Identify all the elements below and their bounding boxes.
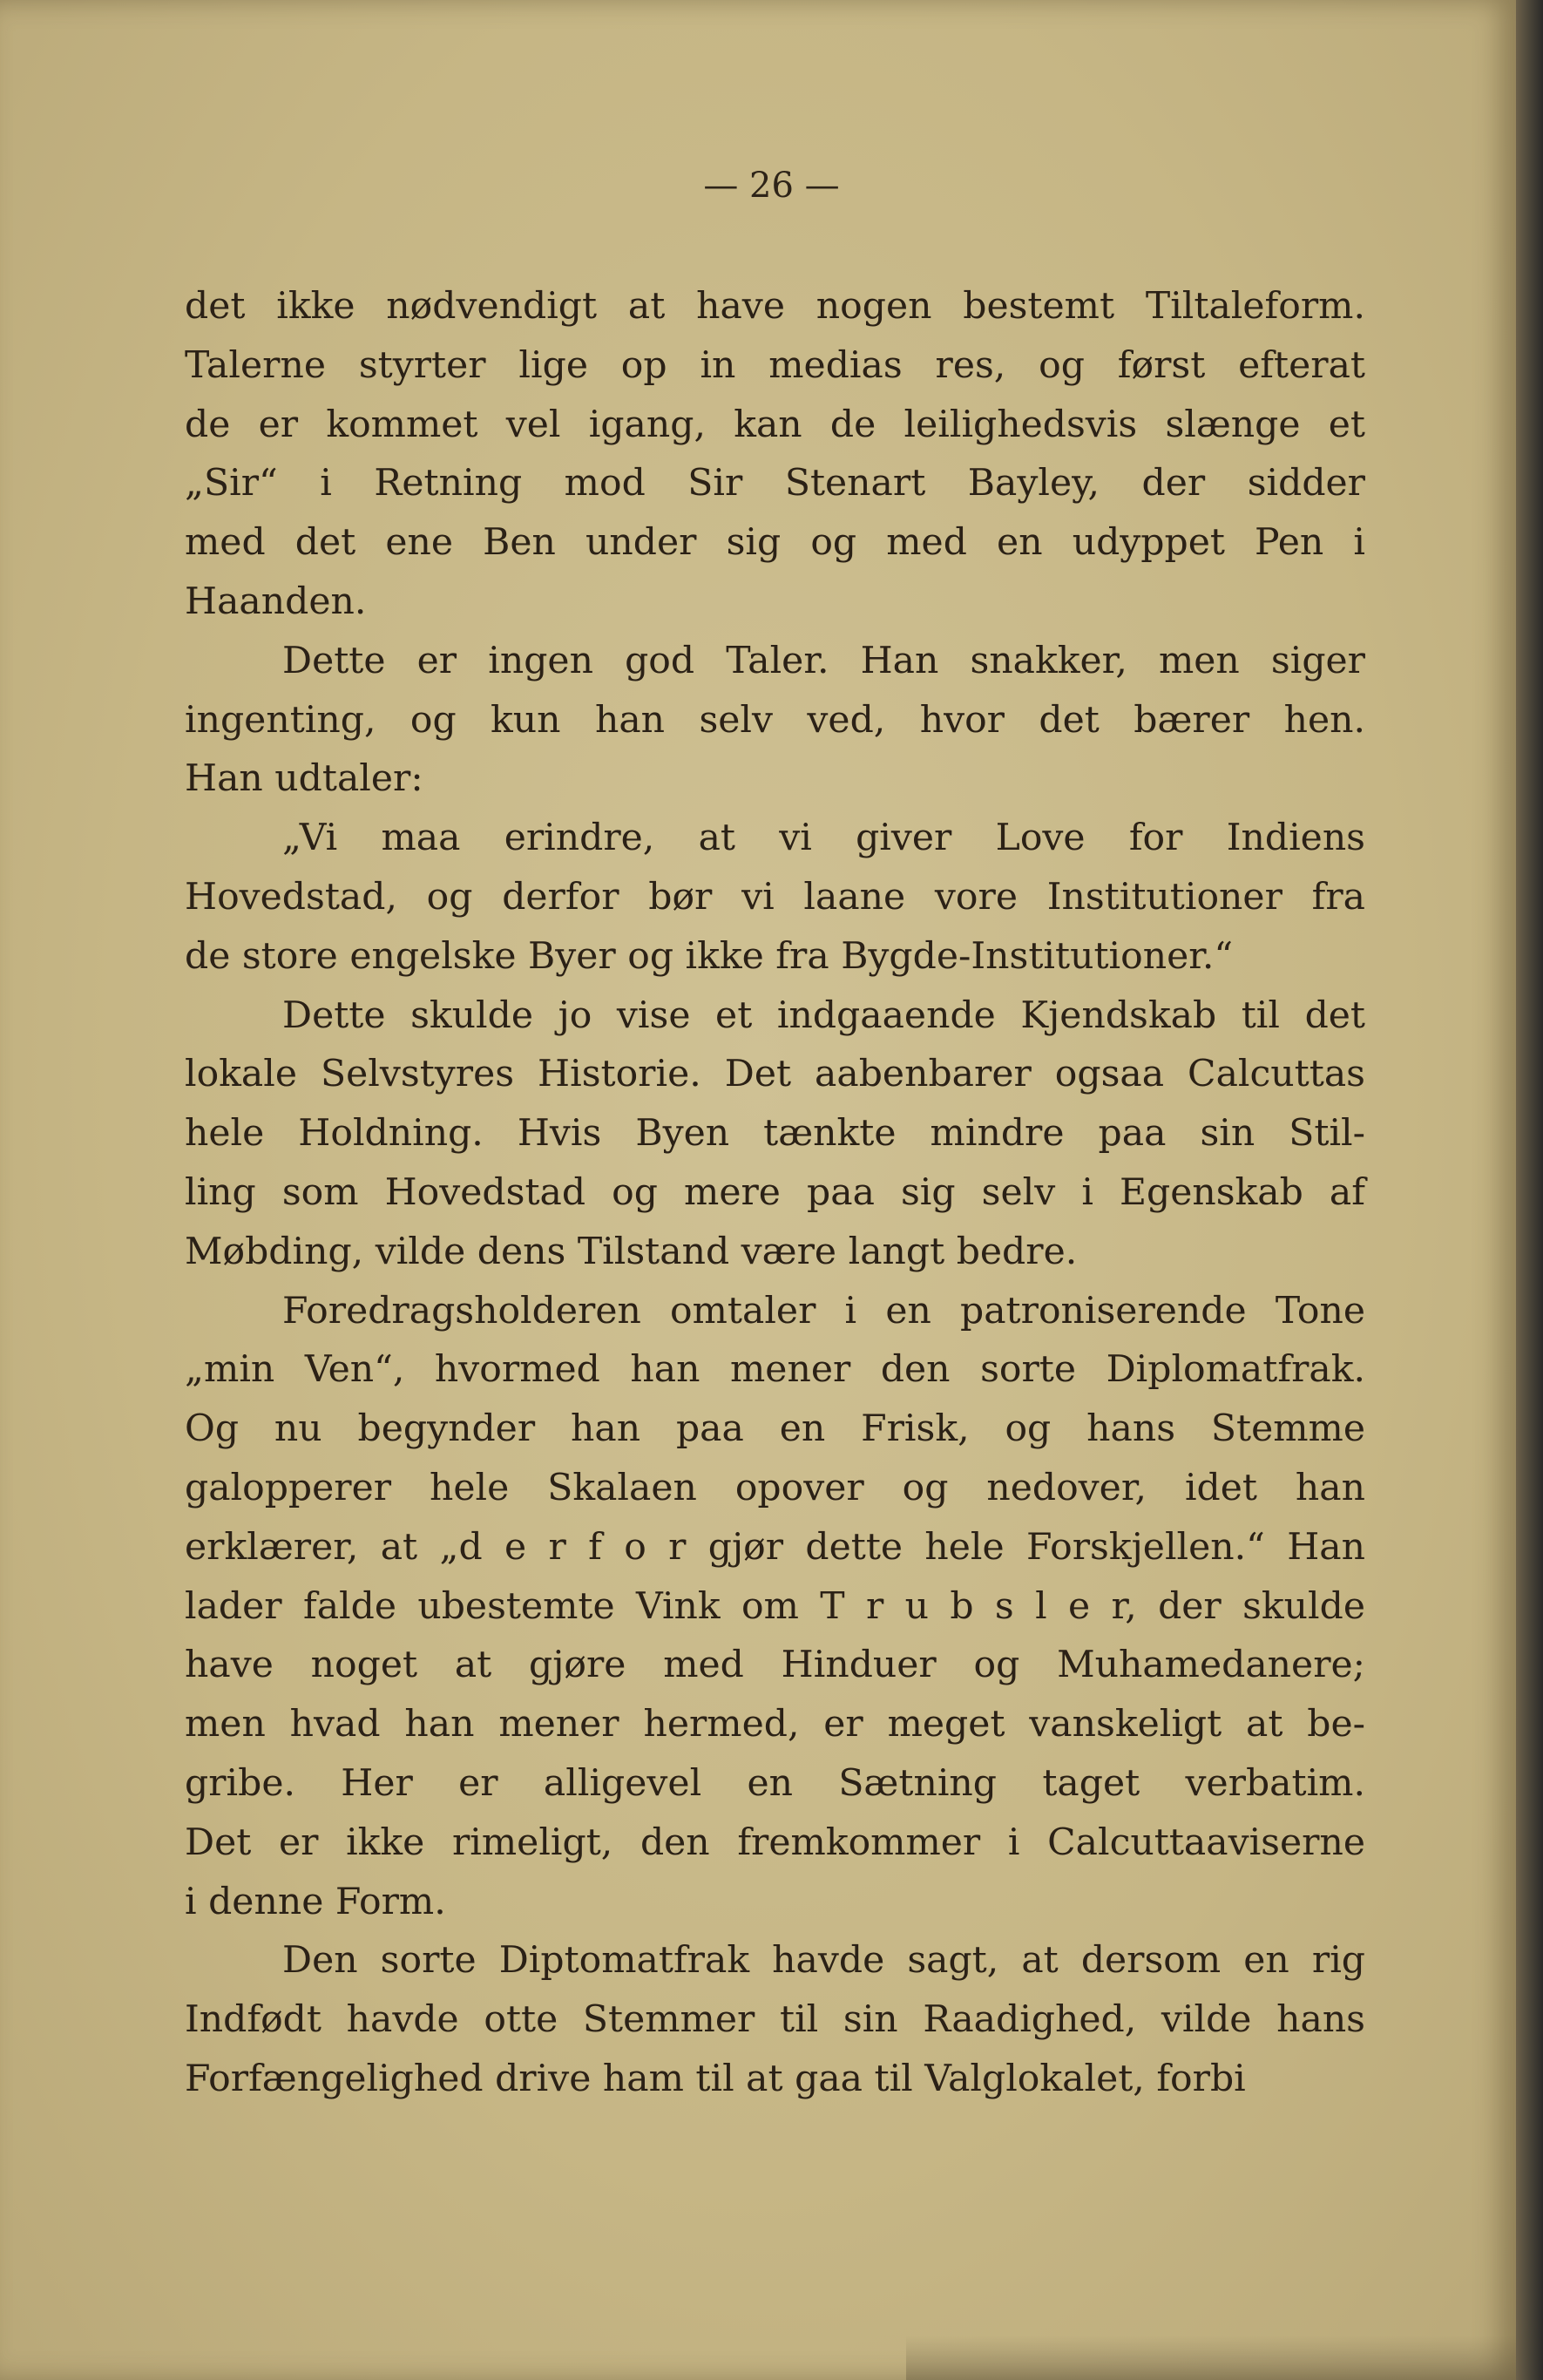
- text-line: ingenting, og kun han selv ved, hvor det bærer hen.: [185, 698, 1365, 742]
- paragraph: [185, 987, 1365, 1282]
- text-line: Indfødt havde otte Stemmer til sin Raadighed, vilde hans: [185, 1998, 1365, 2042]
- page-fold-shadow: [906, 2336, 1516, 2380]
- text-line: Og nu begynder han paa en Frisk, og hans Stemme: [185, 1407, 1365, 1451]
- text-line: de er kommet vel igang, kan de leilighedsvis slænge et: [185, 403, 1365, 446]
- text-line: have noget at gjøre med Hinduer og Muhamedanere;: [185, 1644, 1365, 1687]
- text-line: erklærer, at „d e r f o r gjør dette hele Forskjellen.“ Han: [185, 1525, 1365, 1569]
- text-line: med det ene Ben under sig og med en udyppet Pen i: [185, 521, 1365, 565]
- text-line: „Vi maa erindre, at vi giver Love for Indiens: [282, 817, 1365, 860]
- text-line: lader falde ubestemte Vink om T r u b s l e r, der skulde: [185, 1584, 1365, 1628]
- text-line: men hvad han mener hermed, er meget vanskeligt at be-: [185, 1703, 1365, 1746]
- text-line: Hovedstad, og derfor bør vi laane vore Institutioner fra: [185, 875, 1365, 919]
- page-number: — 26 —: [703, 166, 840, 206]
- text-line: Dette skulde jo vise et indgaaende Kjendskab til det: [282, 993, 1365, 1037]
- text-line: Det er ikke rimeligt, den fremkommer i Calcuttaaviserne: [185, 1821, 1365, 1864]
- text-line: „Sir“ i Retning mod Sir Stenart Bayley, der sidder: [185, 462, 1365, 505]
- text-line: Haanden.: [185, 580, 367, 623]
- text-line: gribe. Her er alligevel en Sætning taget verbatim.: [185, 1761, 1365, 1805]
- text-line: Talerne styrter lige op in medias res, og først efterat: [185, 343, 1365, 387]
- text-line: ling som Hovedstad og mere paa sig selv i Egenskab af: [185, 1170, 1365, 1214]
- text-line: „min Ven“, hvormed han mener den sorte Diplomatfrak.: [185, 1348, 1365, 1392]
- text-line: Møbding, vilde dens Tilstand være langt bedre.: [185, 1230, 1078, 1273]
- text-line: det ikke nødvendigt at have nogen bestemt Tiltaleform.: [185, 285, 1365, 328]
- paragraph: [185, 277, 1365, 632]
- text-line: galopperer hele Skalaen opover og nedover, idet han: [185, 1466, 1365, 1509]
- paragraph: [185, 1931, 1365, 2108]
- book-spine-edge: [1516, 0, 1543, 2380]
- text-line: i denne Form.: [185, 1880, 446, 1923]
- text-line: hele Holdning. Hvis Byen tænkte mindre paa sin Stil-: [185, 1112, 1365, 1156]
- text-line: Dette er ingen god Taler. Han snakker, men siger: [282, 639, 1365, 682]
- paragraph: [185, 809, 1365, 986]
- text-line: de store engelske Byer og ikke fra Bygde-Institutioner.“: [185, 934, 1234, 978]
- text-line: Han udtaler:: [185, 757, 423, 801]
- text-line: Forfængelighed drive ham til at gaa til Valglokalet, forbi: [185, 2057, 1246, 2100]
- text-line: Den sorte Diptomatfrak havde sagt, at dersom en rig: [282, 1939, 1365, 1983]
- paragraph: [185, 1282, 1365, 1932]
- body-text: [185, 277, 1365, 2109]
- text-line: Foredragsholderen omtaler i en patroniserende Tone: [282, 1289, 1365, 1332]
- text-line: lokale Selvstyres Historie. Det aabenbarer ogsaa Calcuttas: [185, 1053, 1365, 1096]
- paragraph: [185, 632, 1365, 809]
